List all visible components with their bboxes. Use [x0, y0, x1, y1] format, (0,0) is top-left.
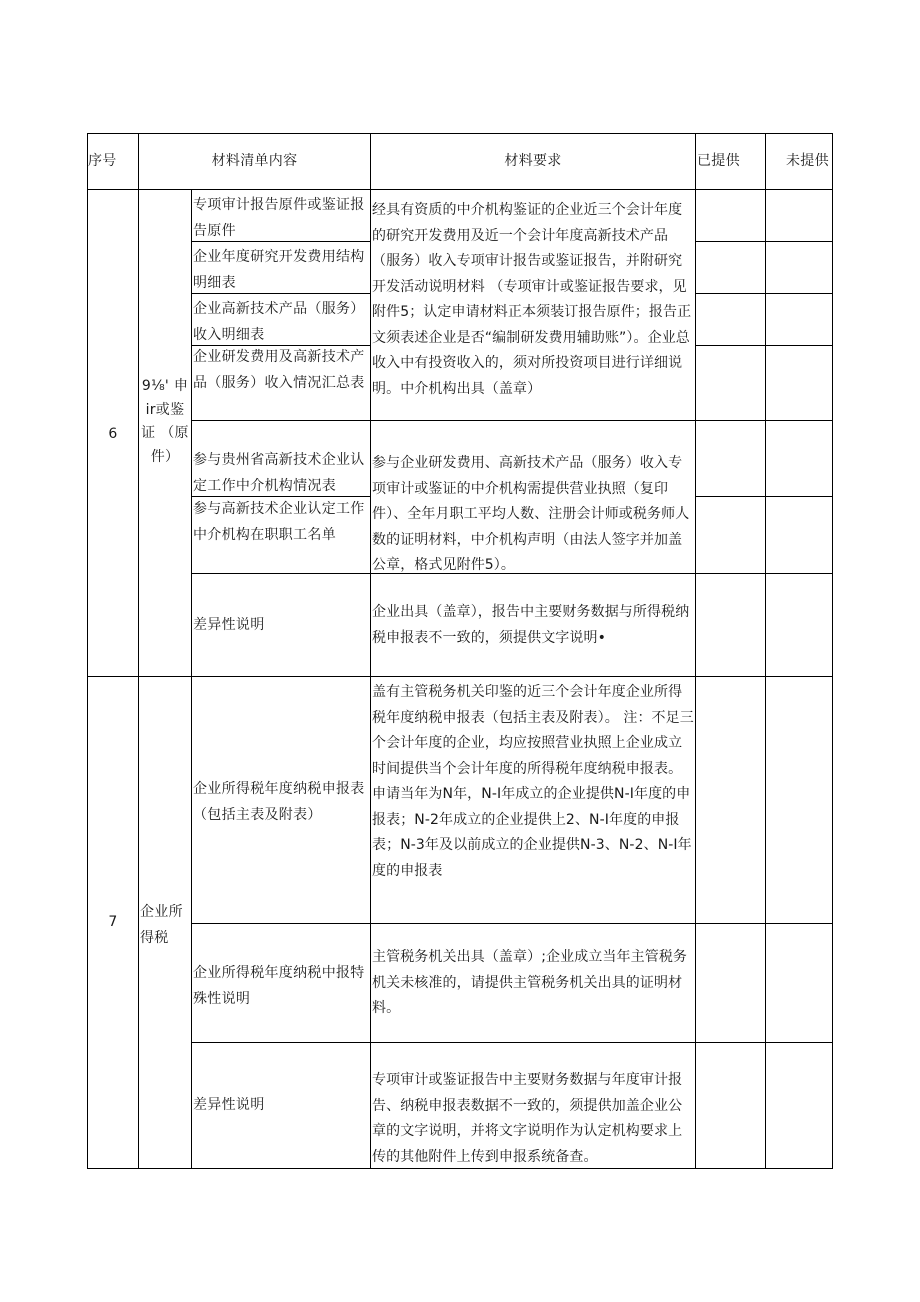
row7-item-difference: 差异性说明 — [193, 1097, 265, 1113]
row6-requirement-difference: 企业出具（盖章），报告中主要财务数据与所得税纳税申报表不一致的，须提供文字说明• — [372, 604, 690, 646]
row6-item-rd-detail: 企业年度研究开发费用结构明细表 — [193, 249, 365, 291]
row7-seq: 7 — [108, 914, 118, 930]
row6-item-audit-report: 专项审计报告原件或鉴证报告原件 — [193, 197, 365, 239]
row7-requirement-difference: 专项审计或鉴证报告中主要财务数据与年度审计报告、纳税申报表数据不一致的，须提供加盖企业公章的文字说明，并将文字说明作为认定机构要求上传的其他附件上传到申报系统备查。 — [372, 1072, 683, 1165]
header-not-provided: 未提供 — [786, 153, 829, 169]
row6-item-difference: 差异性说明 — [193, 617, 265, 633]
row6-seq: 6 — [108, 426, 118, 442]
header-item: 材料清单内容 — [211, 153, 298, 169]
row6-item-agency-info: 参与贵州省高新技术企业认定工作中介机构情况表 — [193, 452, 365, 494]
row6-requirement-agency: 参与企业研发费用、高新技术产品（服务）收入专项审计或鉴证的中介机构需提供营业执照（复印件）、全年月职工平均人数、注册会计师或税务师人数的证明材料，中介机构声明（由法人签字并加盖公章，格式见附件5）。 — [372, 455, 690, 573]
row7-category: 企业所得税 — [140, 904, 183, 946]
row6-item-summary: 企业研发费用及高新技术产品（服务）收入情况汇总表 — [193, 349, 365, 391]
row6-requirement-audit: 经具有资质的中介机构鉴证的企业近三个会计年度的研究开发费用及近一个会计年度高新技术产品（服务）收入专项审计报告或鉴证报告，并附研究开发活动说明材料 （专项审计或鉴证报告要求，见附件5；认定申请材料正本须装订报告原件；报告正文须表述企业是否“编制研发费用辅助账”）。企业总收入中有投资收入的，须对所投资项目进行详细说明。中介机构出具（盖章） — [372, 202, 692, 397]
header-requirement: 材料要求 — [504, 153, 562, 169]
row7-requirement-special-note: 主管税务机关出具（盖章）;企业成立当年主管税务机关未核准的，请提供主管税务机关出具的证明材料。 — [372, 949, 688, 1016]
row7-requirement-tax-return: 盖有主管税务机关印鉴的近三个会计年度企业所得税年度纳税申报表（包括主表及附表）。 注：不足三个会计年度的企业，均应按照营业执照上企业成立时间提供当个会计年度的所得税年度纳税申报表。申请当年为N年，N-I年成立的企业提供N-I年度的申报表；N-2年成立的企业提供上2、N-I年度的申报表；N-3年及以前成立的企业提供N-3、N-2、N-I年度的申报表 — [372, 684, 694, 879]
row6-item-product-income: 企业高新技术产品（服务）收入明细表 — [193, 301, 365, 343]
row7-item-tax-return: 企业所得税年度纳税申报表（包括主表及附表） — [193, 781, 365, 823]
row6-category: 9⅛' 申 ir或鉴 证 （原 件） — [141, 378, 189, 465]
header-seq: 序号 — [88, 153, 117, 169]
row7-item-special-note: 企业所得税年度纳税中报特殊性说明 — [193, 965, 365, 1007]
header-provided: 已提供 — [697, 153, 740, 169]
row6-item-agency-staff: 参与高新技术企业认定工作中介机构在职职工名单 — [193, 501, 365, 543]
